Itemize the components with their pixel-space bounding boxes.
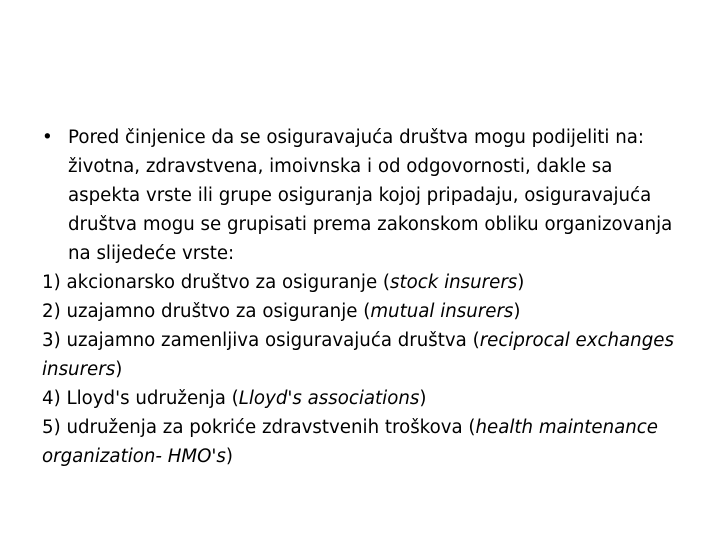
list-item — [42, 384, 682, 413]
list-item — [42, 413, 682, 471]
list-item-close: ) — [419, 388, 427, 409]
list-item-term: Lloyd's associations — [238, 388, 420, 409]
list-item-text: 4) Lloyd's udruženja ( — [42, 388, 239, 409]
list-item-term: mutual insurers — [370, 301, 514, 322]
list-item-text: 5) udruženja za pokriće zdravstvenih troškova ( — [42, 417, 476, 438]
list-item-close: ) — [517, 272, 525, 293]
bullet-text: Pored činjenice da se osiguravajuća društva mogu podijeliti na: životna, zdravstvena, imoivnska i od odgovornosti, dakle sa aspekta vrste ili grupe osiguranja kojoj pripadaju, osiguravajuća društva mogu se grupisati prema zakonskom obliku organizovanja na slijedeće vrste: — [68, 127, 673, 264]
list-item — [42, 268, 682, 297]
list-item-close: ) — [513, 301, 521, 322]
list-item-term: health maintenance organization- HMO's — [42, 417, 658, 467]
list-item-term: reciprocal exchanges insurers — [42, 330, 674, 380]
list-item — [42, 297, 682, 326]
list-item-close: ) — [225, 446, 234, 467]
list-item-term: stock insurers — [390, 272, 518, 293]
list-item-text: 3) uzajamno zamenljiva osiguravajuća društva ( — [42, 330, 480, 351]
slide-body — [42, 123, 682, 471]
list-item-close: ) — [115, 359, 123, 380]
bullet-icon: • — [42, 127, 53, 148]
list-item-text: 2) uzajamno društvo za osiguranje ( — [42, 301, 371, 322]
list-item — [42, 326, 682, 384]
list-item-text: 1) akcionarsko društvo za osiguranje ( — [42, 272, 391, 293]
bullet-paragraph — [42, 123, 682, 268]
